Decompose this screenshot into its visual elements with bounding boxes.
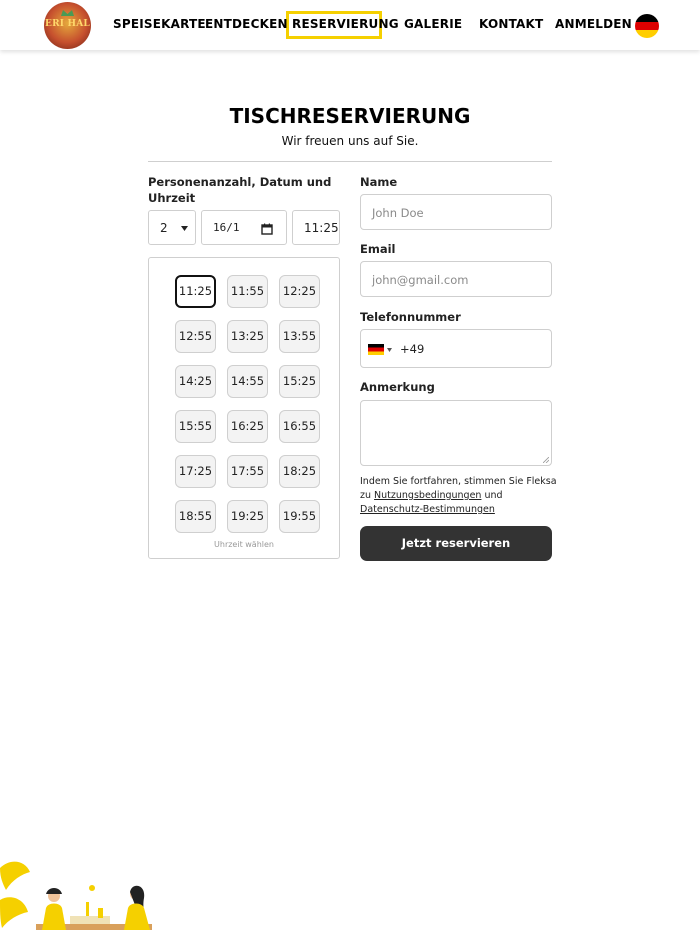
top-navbar: [0, 0, 700, 50]
dining-couple-illustration: [0, 858, 160, 934]
time-slot-hint: Uhrzeit wählen: [214, 540, 274, 549]
country-dropdown-caret-icon[interactable]: [387, 348, 392, 352]
email-label: Email: [360, 242, 396, 256]
phone-label: Telefonnummer: [360, 310, 461, 324]
logo-text: ERI HAL: [45, 19, 90, 29]
time-slot-button[interactable]: 16:25: [227, 410, 268, 443]
guest-count-value: 2: [160, 221, 168, 235]
note-textarea[interactable]: [360, 400, 552, 466]
page-subtitle: Wir freuen uns auf Sie.: [281, 134, 419, 148]
time-slot-button[interactable]: 15:55: [175, 410, 216, 443]
name-input[interactable]: [360, 194, 552, 230]
logo-crest-icon: [60, 8, 75, 17]
name-placeholder: John Doe: [372, 206, 424, 220]
time-slot-panel: [148, 257, 340, 559]
time-slot-button[interactable]: 19:55: [279, 500, 320, 533]
time-slot-button[interactable]: 17:55: [227, 455, 268, 488]
guest-count-select[interactable]: [148, 210, 196, 245]
legal-text-and: und: [484, 490, 503, 501]
time-display[interactable]: [292, 210, 340, 245]
date-input[interactable]: [201, 210, 287, 245]
nav-kontakt[interactable]: KONTAKT: [479, 17, 544, 31]
time-slot-button[interactable]: 16:55: [279, 410, 320, 443]
nav-entdecken[interactable]: ENTDECKEN: [205, 17, 288, 31]
name-label: Name: [360, 175, 398, 189]
time-slot-button[interactable]: 17:25: [175, 455, 216, 488]
restaurant-logo[interactable]: [44, 2, 91, 49]
reserve-submit-button[interactable]: Jetzt reservieren: [360, 526, 552, 561]
booking-label-line2: Uhrzeit: [148, 191, 196, 205]
title-divider: [148, 161, 552, 162]
time-slot-button[interactable]: 11:25: [175, 275, 216, 308]
booking-section-label: [148, 174, 331, 206]
terms-link[interactable]: Nutzungsbedingungen: [374, 490, 482, 501]
note-label: Anmerkung: [360, 380, 435, 394]
german-flag-icon[interactable]: [368, 344, 384, 355]
time-slot-button[interactable]: 12:55: [175, 320, 216, 353]
time-slot-button[interactable]: 14:55: [227, 365, 268, 398]
time-value: 11:25: [304, 221, 339, 235]
email-placeholder: john@gmail.com: [372, 273, 469, 287]
german-flag-language-icon[interactable]: [635, 14, 659, 38]
dropdown-caret-icon: [181, 226, 188, 231]
booking-label-line1: Personenanzahl, Datum und: [148, 175, 332, 189]
time-slot-button[interactable]: 14:25: [175, 365, 216, 398]
legal-notice: [360, 475, 560, 517]
page-title: TISCHRESERVIERUNG: [229, 104, 471, 128]
time-slot-button[interactable]: 13:25: [227, 320, 268, 353]
time-slot-button[interactable]: 12:25: [279, 275, 320, 308]
nav-galerie[interactable]: GALERIE: [404, 17, 463, 31]
time-slot-button[interactable]: 19:25: [227, 500, 268, 533]
privacy-link[interactable]: Datenschutz-Bestimmungen: [360, 504, 495, 515]
time-slot-button[interactable]: 18:25: [279, 455, 320, 488]
phone-prefix: +49: [400, 342, 425, 356]
legal-text: Indem Sie fortfahren, stimmen Sie Fleksa: [360, 476, 557, 487]
calendar-icon[interactable]: [261, 223, 273, 235]
time-slot-button[interactable]: 13:55: [279, 320, 320, 353]
legal-text-zu: zu: [360, 490, 372, 501]
resize-handle-icon[interactable]: [543, 457, 549, 463]
time-slot-button[interactable]: 11:55: [227, 275, 268, 308]
nav-reservierung[interactable]: RESERVIERUNG: [292, 17, 399, 31]
email-input[interactable]: [360, 261, 552, 297]
nav-speisekarte[interactable]: SPEISEKARTE: [113, 17, 206, 31]
time-slot-button[interactable]: 15:25: [279, 365, 320, 398]
date-value: 16/1: [213, 221, 240, 234]
time-slot-button[interactable]: 18:55: [175, 500, 216, 533]
phone-input[interactable]: [360, 329, 552, 368]
nav-anmelden[interactable]: ANMELDEN: [555, 17, 632, 31]
